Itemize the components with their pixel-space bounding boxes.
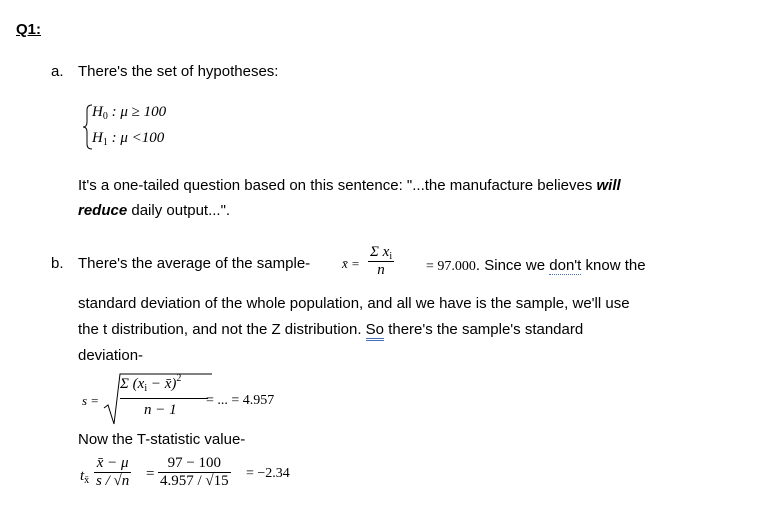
part-a-label: a. [51,63,64,80]
one-tailed-line-2: reduce daily output...". [78,202,231,219]
t-symbol: $t_{x̄}$ [80,468,90,486]
part-b-line-3: the t distribution, and not the Z distribution. So there's the sample's standard [78,320,583,340]
std-dev-formula: Σ ($x_i$ − x̄)$^2$ n − 1 [102,370,214,426]
s-equals: s = [82,393,100,408]
t-value: = −2.34 [246,466,290,481]
t-formula-general: $\frac{x̄ - \mu}{s / √n}$ [96,455,130,489]
mean-value-and-text: = 97.000. Since we don't know the [426,257,646,274]
one-tailed-line-1: It's a one-tailed question based on this sentence: "...the manufacture believes will [78,177,621,194]
part-b-line-1: There's the average of the sample- [78,255,311,272]
hypothesis-h0: $H_0$ : μ ≥ 100 [92,104,167,122]
t-statistic-intro: Now the T-statistic value- [78,431,246,448]
hypothesis-h1: $H_1$ : μ <100 [92,130,165,148]
question-heading: Q1: [16,21,42,38]
part-b-line-4: deviation- [78,347,144,364]
part-a-intro: There's the set of hypotheses: [78,63,279,80]
part-b-line-2: standard deviation of the whole population, and all we have is the sample, we'll use [78,295,630,312]
part-b-label: b. [51,255,64,272]
t-formula-substituted: $\frac{97 - 100}{4.957 / √15}$ [160,455,229,489]
t-equals: = [146,466,155,482]
mean-formula: $\frac{\Sigma x_i}{n}$ [370,244,393,278]
xbar-equals: x̄ = [342,256,360,271]
std-dev-value: = ... = 4.957 [206,393,275,408]
